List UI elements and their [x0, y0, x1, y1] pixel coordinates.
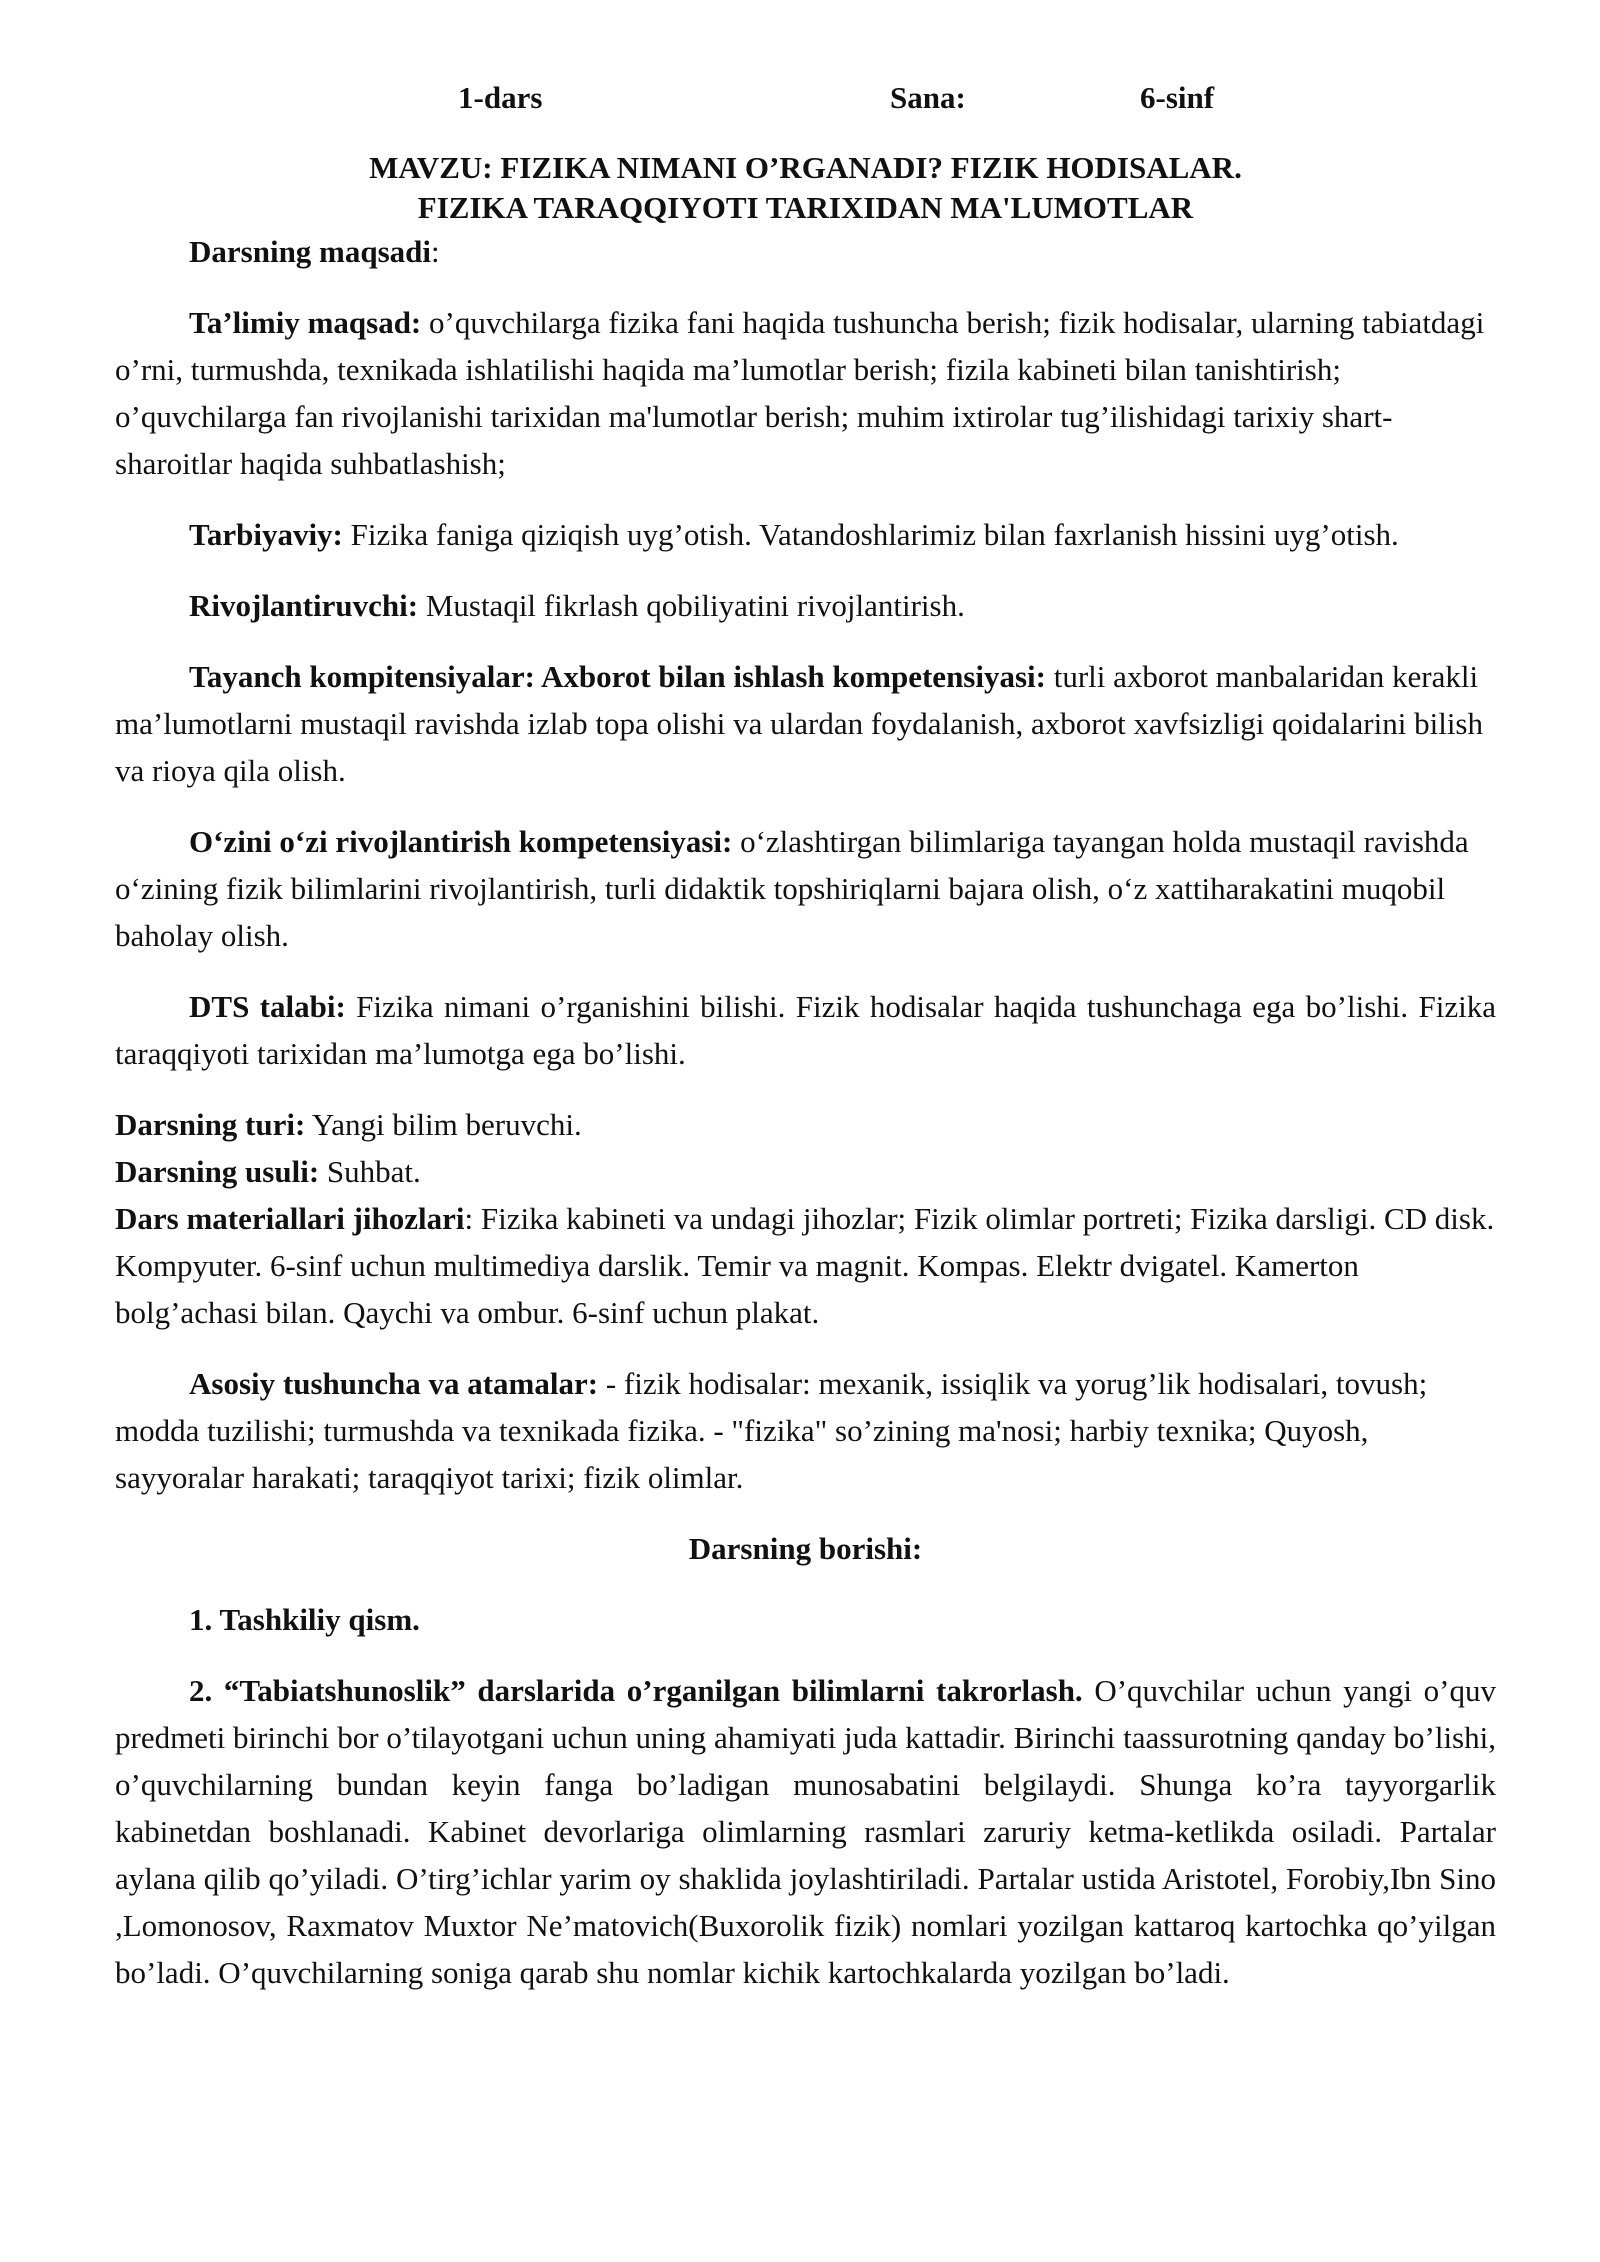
- lesson-type-text: Yangi bilim beruvchi.: [305, 1107, 582, 1142]
- lesson-materials-label: Dars materiallari jihozlari: [115, 1201, 465, 1236]
- goal-heading: [115, 228, 1496, 275]
- goal-heading-colon: :: [431, 234, 440, 269]
- developmental-goal-label: Rivojlantiruvchi:: [189, 588, 419, 623]
- step-review-label: 2. “Tabiatshunoslik” darslarida o’rganilgan bilimlarni takrorlash.: [189, 1673, 1083, 1708]
- title-line-1: MAVZU: FIZIKA NIMANI O’RGANADI? FIZIK HODISALAR.: [369, 150, 1242, 185]
- developmental-goal-text: Mustaqil fikrlash qobiliyatini rivojlantirish.: [418, 588, 965, 623]
- lesson-method: [115, 1148, 1496, 1195]
- dts-text: Fizika nimani o’rganishini bilishi. Fizik hodisalar haqida tushunchaga ega bo’lishi. Fizika taraqqiyoti tarixidan ma’lumotga ega bo’lishi.: [115, 989, 1496, 1071]
- educational-goal: [115, 299, 1496, 487]
- lesson-materials-text: : Fizika kabineti va undagi jihozlar; Fizik olimlar portreti; Fizika darsligi. CD disk. Kompyuter. 6-sinf uchun multimediya darslik. Temir va magnit. Kompas. Elektr dvigatel. Kamerton bolg’achasi bilan. Qaychi va ombur. 6-sinf uchun plakat.: [115, 1201, 1495, 1330]
- core-competencies: [115, 653, 1496, 794]
- educational-goal-text: o’quvchilarga fizika fani haqida tushuncha berish; fizik hodisalar, ularning tabiatdagi o’rni, turmushda, texnikada ishlatilishi haqida ma’lumotlar berish; fizila kabineti bilan tanishtirish; o’quvchilarga fan rivojlanishi tarixidan ma'lumotlar berish; muhim ixtirolar tug’ilishidagi tarixiy shart-sharoitlar haqida suhbatlashish;: [115, 305, 1485, 481]
- key-concepts-text: - fizik hodisalar: mexanik, issiqlik va yorug’lik hodisalari, tovush; modda tuzilishi; turmushda va texnikada fizika. - "fizika" so’zining ma'nosi; harbiy texnika; Quyosh, sayyoralar harakati; taraqqiyot tarixi; fizik olimlar.: [115, 1366, 1428, 1495]
- self-development-label: O‘zini o‘zi rivojlantirish kompetensiyasi:: [189, 824, 733, 859]
- lesson-type-label: Darsning turi:: [115, 1107, 306, 1142]
- educational-goal-label: Ta’limiy maqsad:: [189, 305, 422, 340]
- self-development-text: o‘zlashtirgan bilimlariga tayangan holda mustaqil ravishda o‘zining fizik bilimlarini rivojlantirish, turli didaktik topshiriqlarni bajara olish, o‘z xattiharakatini muqobil baholay olish.: [115, 824, 1469, 953]
- dts-requirement: [115, 983, 1496, 1077]
- developmental-goal: [115, 582, 1496, 629]
- date-label: Sana:: [890, 80, 966, 115]
- upbringing-goal: [115, 511, 1496, 558]
- lesson-type: [115, 1101, 1496, 1148]
- step-review-text: O’quvchilar uchun yangi o’quv predmeti birinchi bor o’tilayotgani uchun uning ahamiyati juda kattadir. Birinchi taassurotning qanday bo’lishi, o’quvchilarning bundan keyin fanga bo’ladigan munosabatini belgilaydi. Shunga ko’ra tayyorgarlik kabinetdan boshlanadi. Kabinet devorlariga olimlarning rasmlari zaruriy ketma-ketlikda osiladi. Partalar aylana qilib qo’yiladi. O’tirg’ichlar yarim oy shaklida joylashtiriladi. Partalar ustida Aristotel, Forobiy,Ibn Sino ,Lomonosov, Raxmatov Muxtor Ne’matovich(Buxorolik fizik) nomlari yozilgan kattaroq kartochka qo’yilgan bo’ladi. O’quvchilarning soniga qarab shu nomlar kichik kartochkalarda yozilgan bo’ladi.: [115, 1673, 1496, 1990]
- step-organizational: 1. Tashkiliy qism.: [189, 1602, 420, 1637]
- core-competencies-label: Tayanch kompitensiyalar: Axborot bilan ishlash kompetensiyasi:: [189, 659, 1046, 694]
- goal-heading-label: Darsning maqsadi: [189, 234, 432, 269]
- upbringing-goal-text: Fizika faniga qiziqish uyg’otish. Vatandoshlarimiz bilan faxrlanish hissini uyg’otish.: [342, 517, 1399, 552]
- self-development-competency: [115, 818, 1496, 959]
- lesson-number: 1-dars: [458, 80, 543, 115]
- step-review: [115, 1667, 1496, 1996]
- lesson-method-label: Darsning usuli:: [115, 1154, 320, 1189]
- grade-label: 6-sinf: [1140, 80, 1215, 115]
- core-competencies-text: turli axborot manbalaridan kerakli ma’lumotlarni mustaqil ravishda izlab topa olishi va ulardan foydalanish, axborot xavfsizligi qoidalarini bilish va rioya qila olish.: [115, 659, 1483, 788]
- lesson-info-block: [115, 1101, 1496, 1336]
- lesson-method-text: Suhbat.: [319, 1154, 421, 1189]
- upbringing-goal-label: Tarbiyaviy:: [189, 517, 343, 552]
- title-line-2: FIZIKA TARAQQIYOTI TARIXIDAN MA'LUMOTLAR: [417, 190, 1194, 225]
- key-concepts: [115, 1360, 1496, 1501]
- lesson-course-heading: Darsning borishi:: [688, 1531, 923, 1566]
- lesson-header: [115, 74, 1496, 121]
- key-concepts-label: Asosiy tushuncha va atamalar:: [189, 1366, 599, 1401]
- lesson-title: [115, 148, 1496, 228]
- lesson-materials: [115, 1195, 1496, 1336]
- dts-label: DTS talabi:: [189, 989, 346, 1024]
